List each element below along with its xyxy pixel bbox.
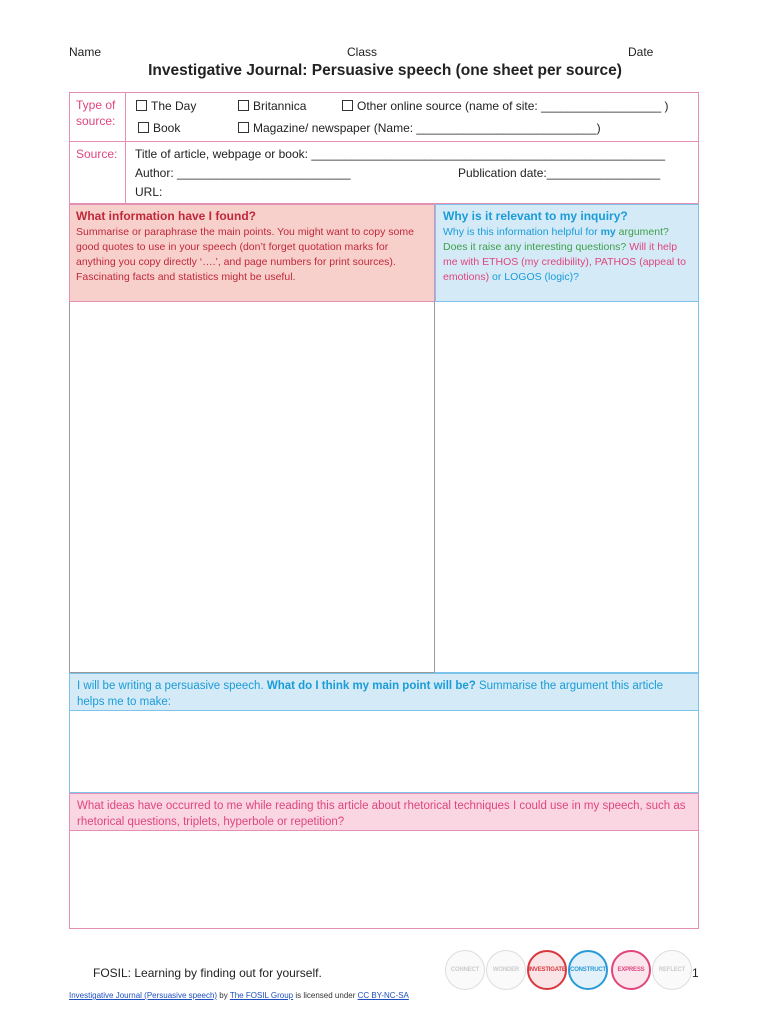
option-magazine[interactable]: Magazine/ newspaper (Name: ___________________________) xyxy=(238,121,601,135)
publication-date-field[interactable]: Publication date:_________________ xyxy=(458,166,661,180)
checkbox-icon[interactable] xyxy=(136,100,147,111)
author-field[interactable]: Author: __________________________ xyxy=(135,166,351,180)
rhetorical-ideas-writing-area[interactable] xyxy=(69,831,699,929)
license-line: Investigative Journal (Persuasive speech) by The FOSIL Group is licensed under CC BY-NC-SA xyxy=(69,991,409,1000)
option-other-online[interactable]: Other online source (name of site: __________________ ) xyxy=(342,99,669,113)
class-label: Class xyxy=(347,45,378,59)
main-point-writing-area[interactable] xyxy=(69,711,699,793)
type-of-source-label: Type of source: xyxy=(70,93,126,141)
main-point-prompt: I will be writing a persuasive speech. What do I think my main point will be? Summarise the argument this article helps me to make: xyxy=(69,673,699,711)
source-row xyxy=(69,142,699,204)
fosil-tagline: FOSIL: Learning by finding out for yourself. xyxy=(93,966,322,980)
info-found-header xyxy=(69,204,435,302)
info-found-writing-area[interactable] xyxy=(69,302,435,673)
page-title: Investigative Journal: Persuasive speech (one sheet per source) xyxy=(148,62,622,79)
journal-link[interactable]: Investigative Journal (Persuasive speech) xyxy=(69,991,218,1000)
source-label: Source: xyxy=(70,142,126,203)
url-field[interactable]: URL: xyxy=(135,185,163,199)
stage-express: EXPRESS xyxy=(611,950,651,990)
stage-investigate: INVESTIGATE xyxy=(527,950,567,990)
stage-reflect: REFLECT xyxy=(652,950,692,990)
relevance-instructions: Why is this information helpful for my argument? Does it raise any interesting questions? Will it help me with ETHOS (my credibility), PATHOS (appeal to emotions) or LOGOS (logic)? xyxy=(443,226,686,283)
option-book[interactable]: Book xyxy=(138,121,180,135)
title-field[interactable]: Title of article, webpage or book: _____________________________________________________ xyxy=(135,147,666,161)
relevance-heading: Why is it relevant to my inquiry? xyxy=(443,209,628,223)
info-found-instructions: Summarise or paraphrase the main points. You might want to copy some good quotes to use in your speech (don’t forget quotation marks for anything you copy directly ‘….’, and page numbers for print sources). Fascinating facts and statistics might be useful. xyxy=(76,226,414,283)
fosil-group-link[interactable]: The FOSIL Group xyxy=(229,991,294,1000)
relevance-writing-area[interactable] xyxy=(435,302,699,673)
checkbox-icon[interactable] xyxy=(238,122,249,133)
cc-license-link[interactable]: CC BY-NC-SA xyxy=(357,991,409,1000)
type-of-source-row xyxy=(69,92,699,142)
stage-wonder: WONDER xyxy=(486,950,526,990)
rhetorical-ideas-prompt: What ideas have occurred to me while reading this article about rhetorical techniques I could use in my speech, such as rhetorical questions, triplets, hyperbole or repetition? xyxy=(69,793,699,831)
checkbox-icon[interactable] xyxy=(342,100,353,111)
option-the-day[interactable]: The Day xyxy=(136,99,196,113)
date-label: Date xyxy=(628,45,654,59)
relevance-header xyxy=(435,204,699,302)
info-found-heading: What information have I found? xyxy=(76,209,256,223)
name-label: Name xyxy=(69,45,102,59)
checkbox-icon[interactable] xyxy=(238,100,249,111)
checkbox-icon[interactable] xyxy=(138,122,149,133)
stage-construct: CONSTRUCT xyxy=(568,950,608,990)
page-number: 1 xyxy=(692,966,699,980)
stage-connect: CONNECT xyxy=(445,950,485,990)
option-britannica[interactable]: Britannica xyxy=(238,99,306,113)
